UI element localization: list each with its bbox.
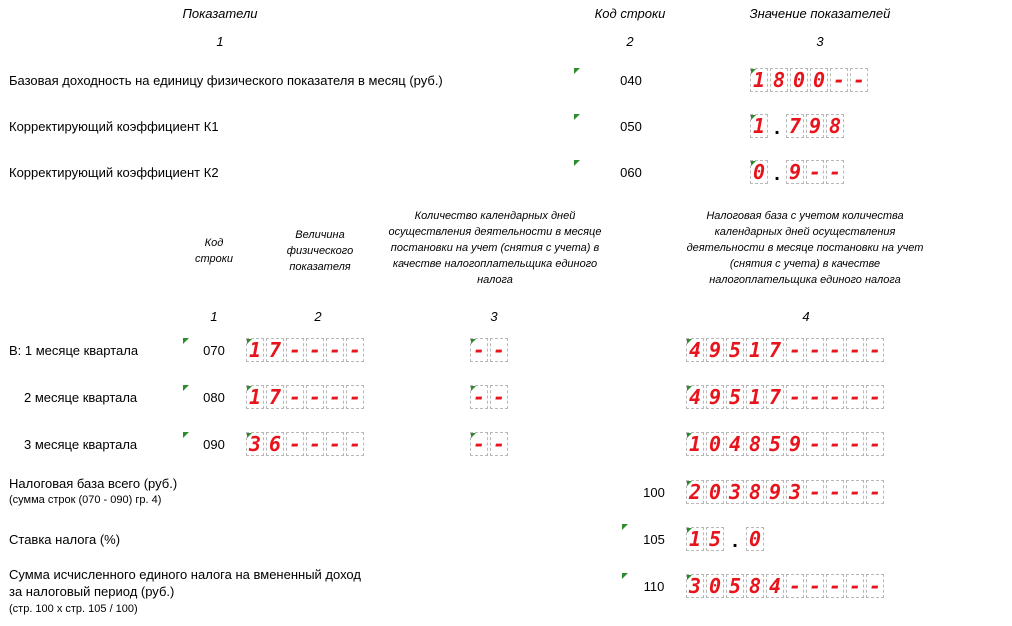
mid-header-code: Код строки xyxy=(194,237,234,265)
value-cell[interactable]: - xyxy=(346,338,364,362)
value-cell[interactable]: - xyxy=(806,432,824,456)
row-060-label: Корректирующий коэффициент К2 xyxy=(9,165,219,180)
value-cell[interactable]: 5 xyxy=(726,385,744,409)
value-cell[interactable]: - xyxy=(846,432,864,456)
value-cell[interactable]: - xyxy=(866,385,884,409)
value-cell[interactable]: - xyxy=(826,160,844,184)
value-cell[interactable]: - xyxy=(490,338,508,362)
value-cell[interactable]: - xyxy=(850,68,868,92)
value-cell[interactable]: 7 xyxy=(766,338,784,362)
value-cell[interactable]: - xyxy=(286,432,304,456)
row-110-label-line1: Сумма исчисленного единого налога на вмененный доход xyxy=(9,567,361,582)
value-cell[interactable]: 9 xyxy=(706,385,724,409)
row-060-value-cells[interactable] xyxy=(750,160,846,184)
value-cell[interactable]: 0 xyxy=(750,160,768,184)
row-080-physical-cells[interactable] xyxy=(246,385,366,409)
value-cell[interactable]: 0 xyxy=(706,432,724,456)
col-number-2: 2 xyxy=(626,34,634,49)
value-cell[interactable]: - xyxy=(346,432,364,456)
value-cell[interactable]: 1 xyxy=(246,385,264,409)
value-cell[interactable]: - xyxy=(846,480,864,504)
value-cell[interactable]: 7 xyxy=(266,338,284,362)
value-cell[interactable]: 5 xyxy=(726,338,744,362)
value-cell[interactable]: - xyxy=(306,385,324,409)
value-cell[interactable]: 1 xyxy=(750,114,768,138)
value-cell[interactable]: 1 xyxy=(686,527,704,551)
row-090-physical-cells[interactable] xyxy=(246,432,366,456)
decimal-point: . xyxy=(774,117,780,139)
row-110-code: 110 xyxy=(643,579,665,594)
row-110-tax-sum-cells[interactable] xyxy=(686,574,886,598)
value-cell[interactable]: - xyxy=(826,480,844,504)
value-cell[interactable]: - xyxy=(490,385,508,409)
row-110-sublabel: (стр. 100 x стр. 105 / 100) xyxy=(9,603,138,615)
row-090-tax-base-cells[interactable] xyxy=(686,432,886,456)
row-110-label-line2: за налоговый период (руб.) xyxy=(9,584,175,599)
value-cell[interactable]: 3 xyxy=(686,574,704,598)
header-indicator-value: Значение показателей xyxy=(749,6,891,21)
row-090-label: 3 месяце квартала xyxy=(24,437,138,452)
row-080-tax-base-cells[interactable] xyxy=(686,385,886,409)
value-cell[interactable]: 3 xyxy=(726,480,744,504)
value-cell[interactable]: - xyxy=(866,338,884,362)
row-070-label: В: 1 месяце квартала xyxy=(9,343,139,358)
row-105-code: 105 xyxy=(643,532,665,547)
row-070-code: 070 xyxy=(203,343,225,358)
value-cell[interactable]: - xyxy=(846,385,864,409)
value-cell[interactable]: - xyxy=(306,338,324,362)
value-cell[interactable]: 7 xyxy=(266,385,284,409)
value-cell[interactable]: 0 xyxy=(706,480,724,504)
value-cell[interactable]: - xyxy=(846,574,864,598)
value-cell[interactable]: - xyxy=(326,432,344,456)
value-cell[interactable]: 1 xyxy=(246,338,264,362)
row-105-rate-cells[interactable] xyxy=(686,527,766,551)
value-cell[interactable]: - xyxy=(306,432,324,456)
mid-header-tax-base: Налоговая база с учетом количества календарных дней осуществления деятельности в месяце постановки на учет (снятия с учета) в качестве налогоплательщика единого налога xyxy=(686,210,924,286)
row-110-marker xyxy=(622,573,628,579)
value-cell[interactable]: - xyxy=(806,480,824,504)
value-cell[interactable]: 4 xyxy=(726,432,744,456)
mid-col-number-1: 1 xyxy=(210,309,218,324)
value-cell[interactable]: - xyxy=(806,338,824,362)
row-100-label: Налоговая база всего (руб.) xyxy=(9,476,178,491)
value-cell[interactable]: 5 xyxy=(766,432,784,456)
row-090-days-cells[interactable] xyxy=(470,432,510,456)
value-cell[interactable]: 7 xyxy=(786,114,804,138)
value-cell[interactable]: 9 xyxy=(786,432,804,456)
value-cell[interactable]: 8 xyxy=(826,114,844,138)
value-cell[interactable]: 0 xyxy=(706,574,724,598)
mid-header-physical: Величина физического показателя xyxy=(286,229,354,273)
value-cell[interactable]: 9 xyxy=(766,480,784,504)
value-cell[interactable]: 1 xyxy=(746,385,764,409)
row-050-marker xyxy=(574,114,580,120)
value-cell[interactable]: 8 xyxy=(746,574,764,598)
value-cell[interactable]: 4 xyxy=(766,574,784,598)
mid-col-number-3: 3 xyxy=(490,309,498,324)
row-100-tax-base-cells[interactable] xyxy=(686,480,886,504)
value-cell[interactable]: - xyxy=(830,68,848,92)
row-100-sublabel: (сумма строк (070 - 090) гр. 4) xyxy=(9,494,162,506)
row-080-days-cells[interactable] xyxy=(470,385,510,409)
value-cell[interactable]: - xyxy=(326,385,344,409)
value-cell[interactable]: - xyxy=(346,385,364,409)
row-050-code: 050 xyxy=(620,119,642,134)
value-cell[interactable]: 0 xyxy=(790,68,808,92)
row-070-marker xyxy=(183,338,189,344)
value-cell[interactable]: 4 xyxy=(686,338,704,362)
value-cell[interactable]: 8 xyxy=(770,68,788,92)
value-cell[interactable]: - xyxy=(866,480,884,504)
value-cell[interactable]: - xyxy=(786,574,804,598)
value-cell[interactable]: 0 xyxy=(746,527,764,551)
mid-col-number-4: 4 xyxy=(802,309,810,324)
value-cell[interactable]: - xyxy=(786,385,804,409)
mid-header-days: Количество календарных дней осуществления деятельности в месяце постановки на учет (снятия с учета) в качестве налогоплательщика единого налога xyxy=(388,210,602,286)
row-100-code: 100 xyxy=(643,485,665,500)
value-cell[interactable]: 9 xyxy=(786,160,804,184)
row-070-days-cells[interactable] xyxy=(470,338,510,362)
value-cell[interactable]: 9 xyxy=(706,338,724,362)
row-040-value-cells[interactable] xyxy=(750,68,870,92)
value-cell[interactable]: 5 xyxy=(706,527,724,551)
row-080-code: 080 xyxy=(203,390,225,405)
value-cell[interactable]: - xyxy=(286,385,304,409)
value-cell[interactable]: - xyxy=(826,385,844,409)
value-cell[interactable]: - xyxy=(470,432,488,456)
col-number-1: 1 xyxy=(216,34,224,49)
value-cell[interactable]: - xyxy=(470,385,488,409)
value-cell[interactable]: 1 xyxy=(686,432,704,456)
row-080-marker xyxy=(183,385,189,391)
value-cell[interactable]: - xyxy=(286,338,304,362)
row-050-value-cells[interactable] xyxy=(750,114,846,138)
row-040-code: 040 xyxy=(620,73,642,88)
row-105-label: Ставка налога (%) xyxy=(9,532,121,547)
row-040-marker xyxy=(574,68,580,74)
value-cell[interactable]: - xyxy=(826,574,844,598)
header-indicators: Показатели xyxy=(182,6,258,21)
row-040-label: Базовая доходность на единицу физического показателя в месяц (руб.) xyxy=(9,73,443,88)
value-cell[interactable]: 1 xyxy=(746,338,764,362)
value-cell[interactable]: 8 xyxy=(746,480,764,504)
value-cell[interactable]: - xyxy=(326,338,344,362)
row-070-tax-base-cells[interactable] xyxy=(686,338,886,362)
value-cell[interactable]: 7 xyxy=(766,385,784,409)
value-cell[interactable]: 2 xyxy=(686,480,704,504)
value-cell[interactable]: 5 xyxy=(726,574,744,598)
value-cell[interactable]: - xyxy=(490,432,508,456)
mid-col-number-2: 2 xyxy=(314,309,322,324)
decimal-point: . xyxy=(774,163,780,185)
value-cell[interactable]: - xyxy=(826,432,844,456)
row-050-label: Корректирующий коэффициент К1 xyxy=(9,119,219,134)
value-cell[interactable]: - xyxy=(806,574,824,598)
value-cell[interactable]: - xyxy=(826,338,844,362)
row-090-marker xyxy=(183,432,189,438)
value-cell[interactable]: - xyxy=(806,385,824,409)
row-080-label: 2 месяце квартала xyxy=(24,390,138,405)
header-row-code: Код строки xyxy=(594,6,666,21)
row-090-code: 090 xyxy=(203,437,225,452)
decimal-point: . xyxy=(732,530,738,552)
row-060-marker xyxy=(574,160,580,166)
value-cell[interactable]: - xyxy=(786,338,804,362)
value-cell[interactable]: - xyxy=(846,338,864,362)
value-cell[interactable]: 8 xyxy=(746,432,764,456)
value-cell[interactable]: 0 xyxy=(810,68,828,92)
value-cell[interactable]: - xyxy=(470,338,488,362)
value-cell[interactable]: 6 xyxy=(266,432,284,456)
value-cell[interactable]: 3 xyxy=(246,432,264,456)
value-cell[interactable]: 3 xyxy=(786,480,804,504)
row-105-marker xyxy=(622,524,628,530)
value-cell[interactable]: - xyxy=(806,160,824,184)
row-060-code: 060 xyxy=(620,165,642,180)
col-number-3: 3 xyxy=(816,34,824,49)
row-070-physical-cells[interactable] xyxy=(246,338,366,362)
value-cell[interactable]: - xyxy=(866,432,884,456)
value-cell[interactable]: - xyxy=(866,574,884,598)
value-cell[interactable]: 9 xyxy=(806,114,824,138)
value-cell[interactable]: 1 xyxy=(750,68,768,92)
value-cell[interactable]: 4 xyxy=(686,385,704,409)
